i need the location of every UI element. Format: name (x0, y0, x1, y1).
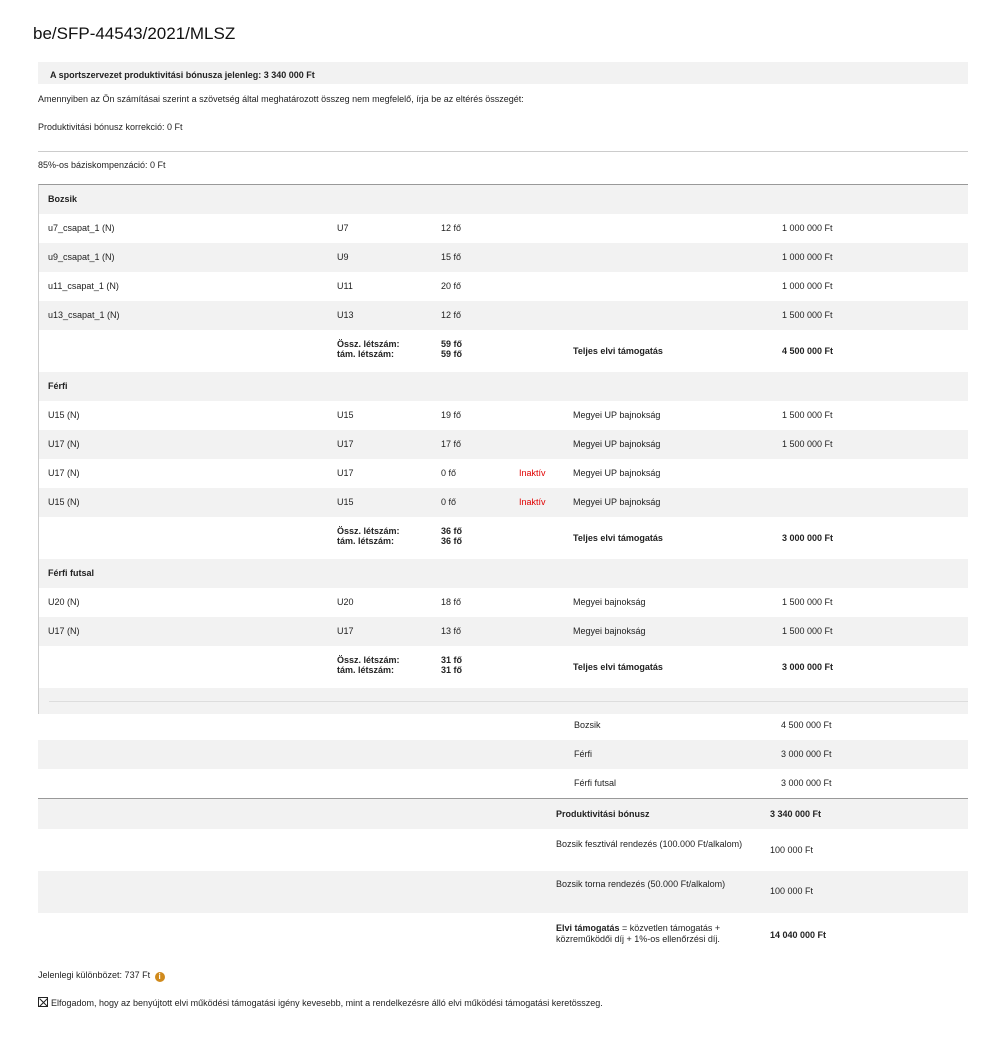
page-title: be/SFP-44543/2021/MLSZ (33, 24, 236, 43)
summary-label: Teljes elvi támogatás (573, 346, 663, 356)
difference-text: Jelenlegi különbözet: 737 Ft (38, 970, 151, 980)
team-league: Megyei bajnokság (573, 626, 646, 636)
group-name: Férfi futsal (48, 568, 95, 578)
bonus-label (556, 923, 766, 945)
bonus-current-bar (38, 62, 968, 84)
total-count: 31 fő (441, 655, 463, 665)
group-header-row (39, 185, 968, 214)
divider (49, 701, 968, 702)
team-league: Megyei UP bajnokság (573, 439, 661, 449)
table-row (39, 272, 968, 301)
team-age: U17 (337, 439, 354, 449)
summary-label: Teljes elvi támogatás (573, 533, 663, 543)
group-header-row (39, 559, 968, 588)
team-name: u11_csapat_1 (N) (48, 281, 119, 291)
table-row (39, 430, 968, 459)
bonus-row (38, 829, 968, 871)
supported-count: 59 fő (441, 349, 463, 359)
bonus-label: Bozsik torna rendezés (50.000 Ft/alkalom) (556, 879, 726, 889)
team-amount: 1 500 000 Ft (782, 410, 833, 420)
table-row (39, 214, 968, 243)
divider (38, 151, 968, 152)
group-header-row (39, 372, 968, 401)
team-age: U15 (337, 410, 354, 420)
group-summary-row (39, 646, 968, 688)
bonus-label: Produktivitási bónusz (556, 809, 650, 819)
total-count-label: Össz. létszám: (337, 526, 400, 536)
team-count: 12 fő (441, 310, 462, 320)
summary-labels (337, 526, 400, 546)
team-name: U17 (N) (48, 626, 80, 636)
total-category: Bozsik (574, 720, 601, 730)
team-league: Megyei UP bajnokság (573, 497, 661, 507)
team-age: U7 (337, 223, 349, 233)
bonus-amount: 3 340 000 Ft (770, 809, 822, 819)
bonus-label: Bozsik fesztivál rendezés (100.000 Ft/alkalom) (556, 839, 743, 849)
total-row (38, 769, 968, 798)
total-count: 59 fő (441, 339, 463, 349)
total-category: Férfi futsal (574, 778, 617, 788)
team-amount: 1 000 000 Ft (782, 281, 833, 291)
summary-values (441, 526, 462, 546)
team-league: Megyei UP bajnokság (573, 410, 661, 420)
accept-checkbox[interactable] (38, 997, 48, 1007)
table-row (39, 588, 968, 617)
bonus-table (38, 798, 968, 955)
total-row (38, 711, 968, 740)
total-amount: 4 500 000 Ft (781, 720, 832, 730)
summary-amount: 4 500 000 Ft (782, 346, 834, 356)
team-name: U15 (N) (48, 410, 80, 420)
difference-line (38, 970, 165, 982)
team-age: U20 (337, 597, 354, 607)
supported-count: 31 fő (441, 665, 463, 675)
bonus-current-text: A sportszervezet produktivitási bónusza jelenleg: 3 340 000 Ft (50, 70, 315, 80)
total-row (38, 740, 968, 769)
supported-count-label: tám. létszám: (337, 665, 395, 675)
table-row (39, 243, 968, 272)
correction-field[interactable]: Produktivitási bónusz korrekció: 0 Ft (38, 122, 183, 132)
group-summary-row (39, 517, 968, 559)
inactive-status-badge: Inaktív (519, 468, 546, 478)
bonus-amount: 100 000 Ft (770, 845, 814, 855)
team-age: U9 (337, 252, 349, 262)
accept-text: Elfogadom, hogy az benyújtott elvi működési támogatási igény kevesebb, mint a rendelkezésre álló elvi működési támogatási keretösszeg. (51, 998, 603, 1008)
team-count: 20 fő (441, 281, 462, 291)
group-summary-row (39, 330, 968, 372)
team-count: 13 fő (441, 626, 462, 636)
summary-labels (337, 339, 400, 359)
team-amount: 1 500 000 Ft (782, 597, 833, 607)
team-league: Megyei UP bajnokság (573, 468, 661, 478)
group-name: Bozsik (48, 194, 78, 204)
category-totals (38, 711, 968, 798)
bonus-label-rest: = közvetlen támogatás + közreműködői díj + 1%-os ellenőrzési díj. (556, 923, 721, 944)
bonus-label-bold: Elvi támogatás (556, 923, 620, 933)
inactive-status-badge: Inaktív (519, 497, 546, 507)
total-count: 36 fő (441, 526, 463, 536)
team-amount: 1 500 000 Ft (782, 439, 833, 449)
team-amount: 1 500 000 Ft (782, 310, 833, 320)
instruction-text: Amennyiben az Ön számításai szerint a szövetség által meghatározott összeg nem megfelelő, írja be az eltérés összegét: (38, 94, 524, 104)
bonus-amount: 14 040 000 Ft (770, 930, 827, 940)
table-row (39, 301, 968, 330)
team-name: U20 (N) (48, 597, 80, 607)
group-name: Férfi (48, 381, 68, 391)
team-name: U15 (N) (48, 497, 80, 507)
bonus-row (38, 913, 968, 955)
team-count: 19 fő (441, 410, 462, 420)
team-amount: 1 000 000 Ft (782, 252, 833, 262)
team-count: 18 fő (441, 597, 462, 607)
team-count: 15 fő (441, 252, 462, 262)
team-count: 0 fő (441, 497, 457, 507)
team-count: 12 fő (441, 223, 462, 233)
team-name: u13_csapat_1 (N) (48, 310, 120, 320)
team-name: u9_csapat_1 (N) (48, 252, 115, 262)
total-amount: 3 000 000 Ft (781, 749, 832, 759)
total-amount: 3 000 000 Ft (781, 778, 832, 788)
bonus-row (38, 871, 968, 913)
table-row (39, 617, 968, 646)
accept-line (38, 997, 603, 1008)
summary-amount: 3 000 000 Ft (782, 662, 834, 672)
info-icon[interactable]: i (155, 972, 165, 982)
summary-values (441, 339, 462, 359)
team-age: U13 (337, 310, 354, 320)
team-count: 0 fő (441, 468, 457, 478)
table-row (39, 459, 968, 488)
bonus-amount: 100 000 Ft (770, 886, 814, 896)
team-amount: 1 500 000 Ft (782, 626, 833, 636)
team-count: 17 fő (441, 439, 462, 449)
team-amount: 1 000 000 Ft (782, 223, 833, 233)
team-age: U11 (337, 281, 353, 291)
total-count-label: Össz. létszám: (337, 339, 400, 349)
team-age: U17 (337, 468, 354, 478)
bonus-row (38, 799, 968, 829)
supported-count-label: tám. létszám: (337, 536, 395, 546)
team-name: u7_csapat_1 (N) (48, 223, 115, 233)
table-row (39, 488, 968, 517)
total-count-label: Össz. létszám: (337, 655, 400, 665)
team-league: Megyei bajnokság (573, 597, 646, 607)
summary-values (441, 655, 462, 675)
summary-amount: 3 000 000 Ft (782, 533, 834, 543)
teams-table (38, 184, 968, 714)
supported-count-label: tám. létszám: (337, 349, 395, 359)
summary-label: Teljes elvi támogatás (573, 662, 663, 672)
supported-count: 36 fő (441, 536, 463, 546)
base-compensation-text: 85%-os báziskompenzáció: 0 Ft (38, 160, 166, 170)
team-name: U17 (N) (48, 439, 80, 449)
total-category: Férfi (574, 749, 592, 759)
table-row (39, 401, 968, 430)
team-name: U17 (N) (48, 468, 80, 478)
team-age: U17 (337, 626, 354, 636)
summary-labels (337, 655, 400, 675)
team-age: U15 (337, 497, 354, 507)
